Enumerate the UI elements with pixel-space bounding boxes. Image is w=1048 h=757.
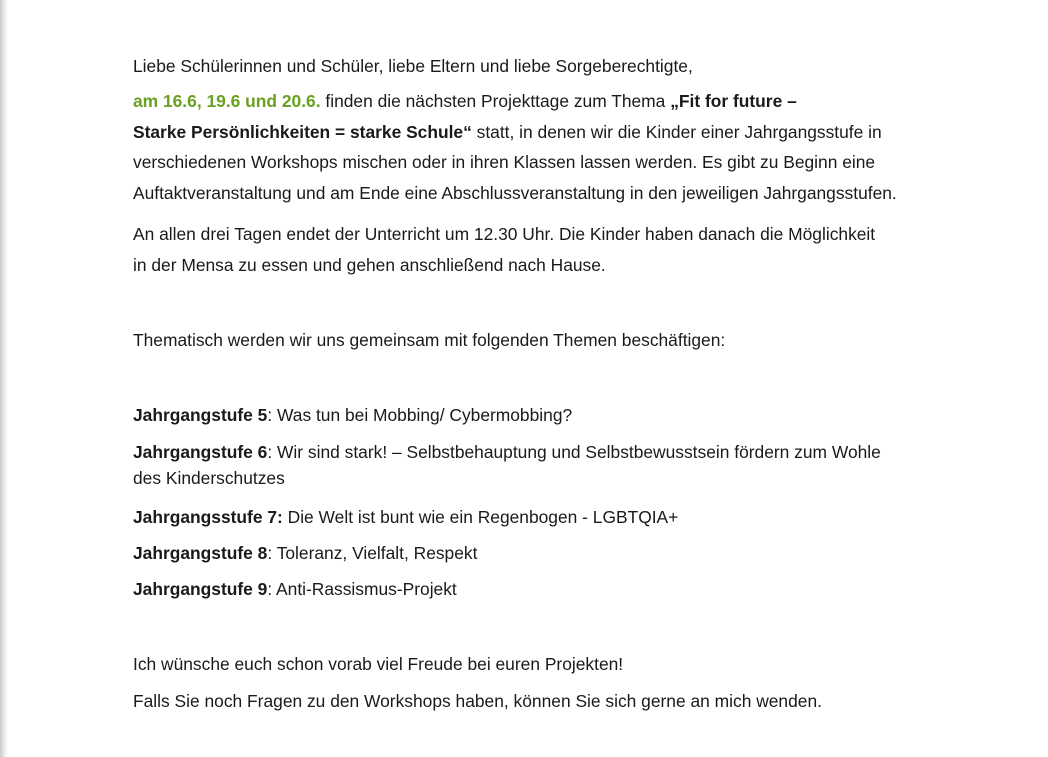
- intro-line-3: [133, 147, 875, 179]
- topic-grade-label: Jahrgangstufe 6: [133, 442, 268, 462]
- schedule-text-line2: in der Mensa zu essen und gehen anschließend nach Hause.: [133, 255, 606, 275]
- project-dates: am 16.6, 19.6 und 20.6.: [133, 91, 321, 111]
- intro-line-2: [133, 117, 882, 149]
- page-edge-shadow: [0, 0, 8, 757]
- intro-text-a: finden die nächsten Projekttage zum Thema: [320, 91, 671, 111]
- topic-separator: :: [267, 579, 273, 599]
- topic-text: Anti-Rassismus-Projekt: [272, 579, 457, 599]
- intro-line-4: [133, 178, 897, 210]
- greeting: [133, 51, 693, 83]
- topic-text: Die Welt ist bunt wie ein Regenbogen - LGBTQIA+: [282, 507, 679, 527]
- topic-text: Was tun bei Mobbing/ Cybermobbing?: [272, 405, 573, 425]
- schedule-line-2: [133, 250, 606, 282]
- topic-grade-label: Jahrgangstufe 5: [133, 405, 268, 425]
- intro-text-line4: Auftaktveranstaltung und am Ende eine Abschlussveranstaltung in den jeweiligen Jahrgangsstufen.: [133, 183, 897, 203]
- topic-item: [133, 400, 572, 432]
- intro-text-b: statt, in denen wir die Kinder einer Jahrgangsstufe in: [471, 122, 882, 142]
- intro-text-line3: verschiedenen Workshops mischen oder in ihren Klassen lassen werden. Es gibt zu Beginn eine: [133, 152, 876, 172]
- topic-item: [133, 574, 457, 606]
- topic-item: [133, 538, 477, 570]
- closing-text-line2: Falls Sie noch Fragen zu den Workshops haben, können Sie sich gerne an mich wenden.: [133, 691, 822, 711]
- topics-intro-text: Thematisch werden wir uns gemeinsam mit folgenden Themen beschäftigen:: [133, 330, 726, 350]
- topic-text-continuation: des Kinderschutzes: [133, 468, 285, 488]
- topic-grade-label: Jahrgangstufe 9: [133, 579, 268, 599]
- topic-separator: :: [267, 442, 273, 462]
- topic-item: [133, 502, 678, 534]
- topics-intro: [133, 325, 725, 357]
- closing-line-2: [133, 686, 822, 718]
- topic-text: Wir sind stark! – Selbstbehauptung und Selbstbewusstsein fördern zum Wohle: [272, 442, 881, 462]
- schedule-text-line1: An allen drei Tagen endet der Unterricht um 12.30 Uhr. Die Kinder haben danach die Möglichkeit: [133, 224, 876, 244]
- closing-text-line1: Ich wünsche euch schon vorab viel Freude bei euren Projekten!: [133, 654, 624, 674]
- schedule-line-1: [133, 219, 875, 251]
- topic-separator: :: [267, 405, 273, 425]
- closing-line-1: [133, 649, 623, 681]
- topic-grade-label: Jahrgangsstufe 7:: [133, 507, 283, 527]
- intro-line-1: [133, 86, 797, 118]
- theme-title-part1: „Fit for future –: [670, 91, 797, 111]
- theme-title-part2: Starke Persönlichkeiten = starke Schule“: [133, 122, 472, 142]
- topic-item-continuation: [133, 463, 285, 495]
- topic-grade-label: Jahrgangstufe 8: [133, 543, 268, 563]
- topic-separator: :: [267, 543, 273, 563]
- topic-text: Toleranz, Vielfalt, Respekt: [272, 543, 478, 563]
- greeting-text: Liebe Schülerinnen und Schüler, liebe Eltern und liebe Sorgeberechtigte,: [133, 56, 693, 76]
